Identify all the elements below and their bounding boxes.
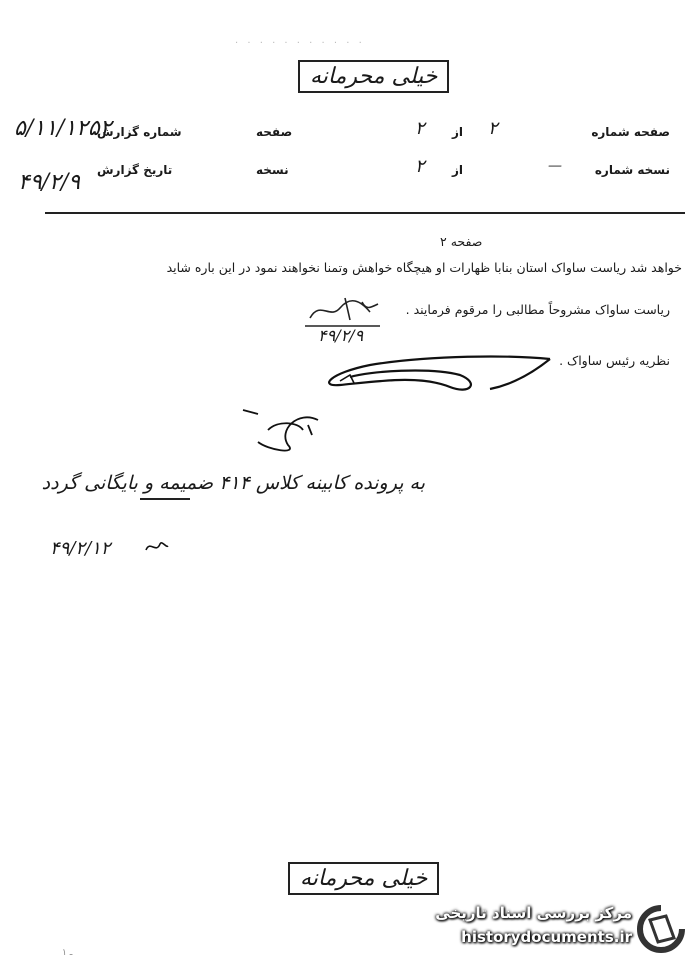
report-date-label: تاریخ گزارش [97,163,173,177]
page-marker: صفحه ۲ [440,234,483,249]
copy-of-label: از [452,163,464,177]
watermark [420,900,690,958]
watermark-logo-icon [636,904,686,954]
signature-1 [300,290,390,330]
page-number-value: ۲ [488,118,498,139]
page-label: صفحه [256,125,293,139]
initials [142,536,172,556]
watermark-title: مرکز بررسی اسناد تاریخی [435,904,632,922]
scan-mark: ـ ١ [62,948,73,958]
page-number-label: صفحه شماره [591,125,670,139]
handwritten-date-1: ۴۹/۲/۹ [318,326,364,345]
copy-number-label: نسخه شماره [594,163,670,177]
handwritten-date-2: ۴۹/۲/۱۲ [50,538,111,559]
report-date-value: ۴۹/۲/۹ [18,170,81,195]
copy-number-value: — [548,158,562,174]
report-number-label: شماره گزارش [97,125,182,139]
copy-label: نسخه [256,163,289,177]
body-line-2: ریاست ساواک مشروحاً مطالبی را مرقوم فرمایند . [405,302,670,317]
classification-stamp-top: خیلی محرمانه [298,60,449,93]
body-line-1: خواهد شد ریاست ساواک استان بنابا ظهارات او هیچگاه خواهش وتمنا نخواهند نمود در این باره شاید [166,260,682,275]
page-of-label: از [452,125,464,139]
watermark-url: historydocuments.ir [461,928,632,946]
copy-of-value: ۲ [415,156,425,177]
handwritten-note: به پرونده کابینه کلاس ۴۱۴ ضمیمه و بایگانی گردد [41,472,425,494]
report-number-value: ۵/۱۱/۱۲۵۲ [14,116,112,141]
header-divider [45,212,685,214]
signature-2 [310,345,560,405]
note-underline [140,498,190,500]
opinion-label: نظریه رئیس ساواک . [559,353,670,368]
page-of-value: ۲ [415,118,425,139]
scan-artifact: · · · · · · · · · · · [235,38,365,49]
signature-3 [238,400,333,460]
classification-stamp-bottom: خیلی محرمانه [288,862,439,895]
